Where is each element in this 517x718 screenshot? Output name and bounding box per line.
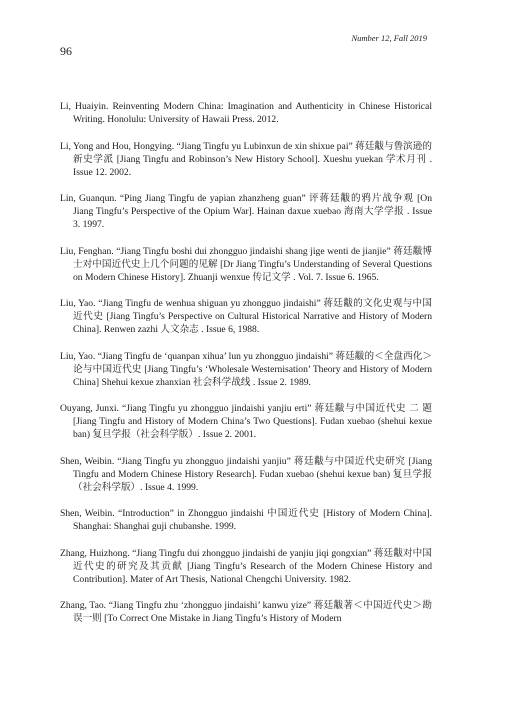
reference-entry: Liu, Yao. “Jiang Tingfu de ‘quanpan xihua’ lun yu zhongguo jindaishi” 蒋廷黻的＜全盘西化＞论与中国近代史 [Jiang Tingfu’s ‘Wholesale Westernisation’ Theory and History of Modern China] Shehui kexue zhanxian 社会科学战线 . Issue 2. 1989. <box>60 350 432 388</box>
reference-entry: Shen, Weibin. “Jiang Tingfu yu zhongguo jindaishi yanjiu” 蒋廷黻与中国近代史研究 [Jiang Tingfu and Modern Chinese History Research]. Fudan xuebao (shehui kexue ban) 复旦学报（社会科学版）. Issue 4. 1999. <box>60 455 432 493</box>
reference-entry: Li, Yong and Hou, Hongying. “Jiang Tingfu yu Lubinxun de xin shixue pai” 蒋廷黻与鲁滨逊的新史学派 [Jiang Tingfu and Robinson’s New History School]. Xueshu yuekan 学术月刊 . Issue 12. 2002. <box>60 140 432 178</box>
reference-entry: Zhang, Huizhong. “Jiang Tingfu dui zhongguo jindaishi de yanjiu jiqi gongxian” 蒋廷黻对中国近代史的研究及其贡献 [Jiang Tingfu’s Research of the Modern Chinese History and Contribution]. Mater of Art Thesis, National Chengchi University. 1982. <box>60 547 432 585</box>
reference-entry: Li, Huaiyin. Reinventing Modern China: Imagination and Authenticity in Chinese Historical Writing. Honolulu: University of Hawaii Press. 2012. <box>60 101 432 125</box>
reference-entry: Liu, Fenghan. “Jiang Tingfu boshi dui zhongguo jindaishi shang jige wenti de jianjie” 蒋廷黻博士对中国近代史上几个问题的见解 [Dr Jiang Tingfu’s Understanding of Several Questions on Modern Chinese History]. Zhuanji wenxue 传记文学 . Vol. 7. Issue 6. 1965. <box>60 245 432 283</box>
page-number: 96 <box>60 44 72 58</box>
reference-entry: Zhang, Tao. “Jiang Tingfu zhu ‘zhongguo jindaishi’ kanwu yize” 蒋廷黻著＜中国近代史＞勘误一则 [To Correct One Mistake in Jiang Tingfu’s History of Modern <box>60 600 432 624</box>
reference-entry: Lin, Guanqun. “Ping Jiang Tingfu de yapian zhanzheng guan” 评蒋廷黻的鸦片战争观 [On Jiang Tingfu’s Perspective of the Opium War]. Hainan daxue xuebao 海南大学学报 . Issue 3. 1997. <box>60 193 432 230</box>
reference-entry: Shen, Weibin. “Introduction” in Zhongguo jindaishi 中国近代史 [History of Modern China]. Shanghai: Shanghai guji chubanshe. 1999. <box>60 508 432 532</box>
journal-issue-header: Number 12, Fall 2019 <box>351 33 427 43</box>
reference-entry: Liu, Yao. “Jiang Tingfu de wenhua shiguan yu zhongguo jindaishi” 蒋廷黻的文化史观与中国近代史 [Jiang Tingfu’s Perspective on Cultural Historical Narrative and History of Modern China]. Renwen zazhi 人文杂志 . Issue 6, 1988. <box>60 298 432 335</box>
reference-list <box>60 100 432 639</box>
reference-entry: Ouyang, Junxi. “Jiang Tingfu yu zhongguo jindaishi yanjiu erti” 蒋廷黻与中国近代史 二 题 [Jiang Tingfu and History of Modern China’s Two Questions]. Fudan xuebao (shehui kexue ban) 复旦学报（社会科学版）. Issue 2. 2001. <box>60 403 432 440</box>
